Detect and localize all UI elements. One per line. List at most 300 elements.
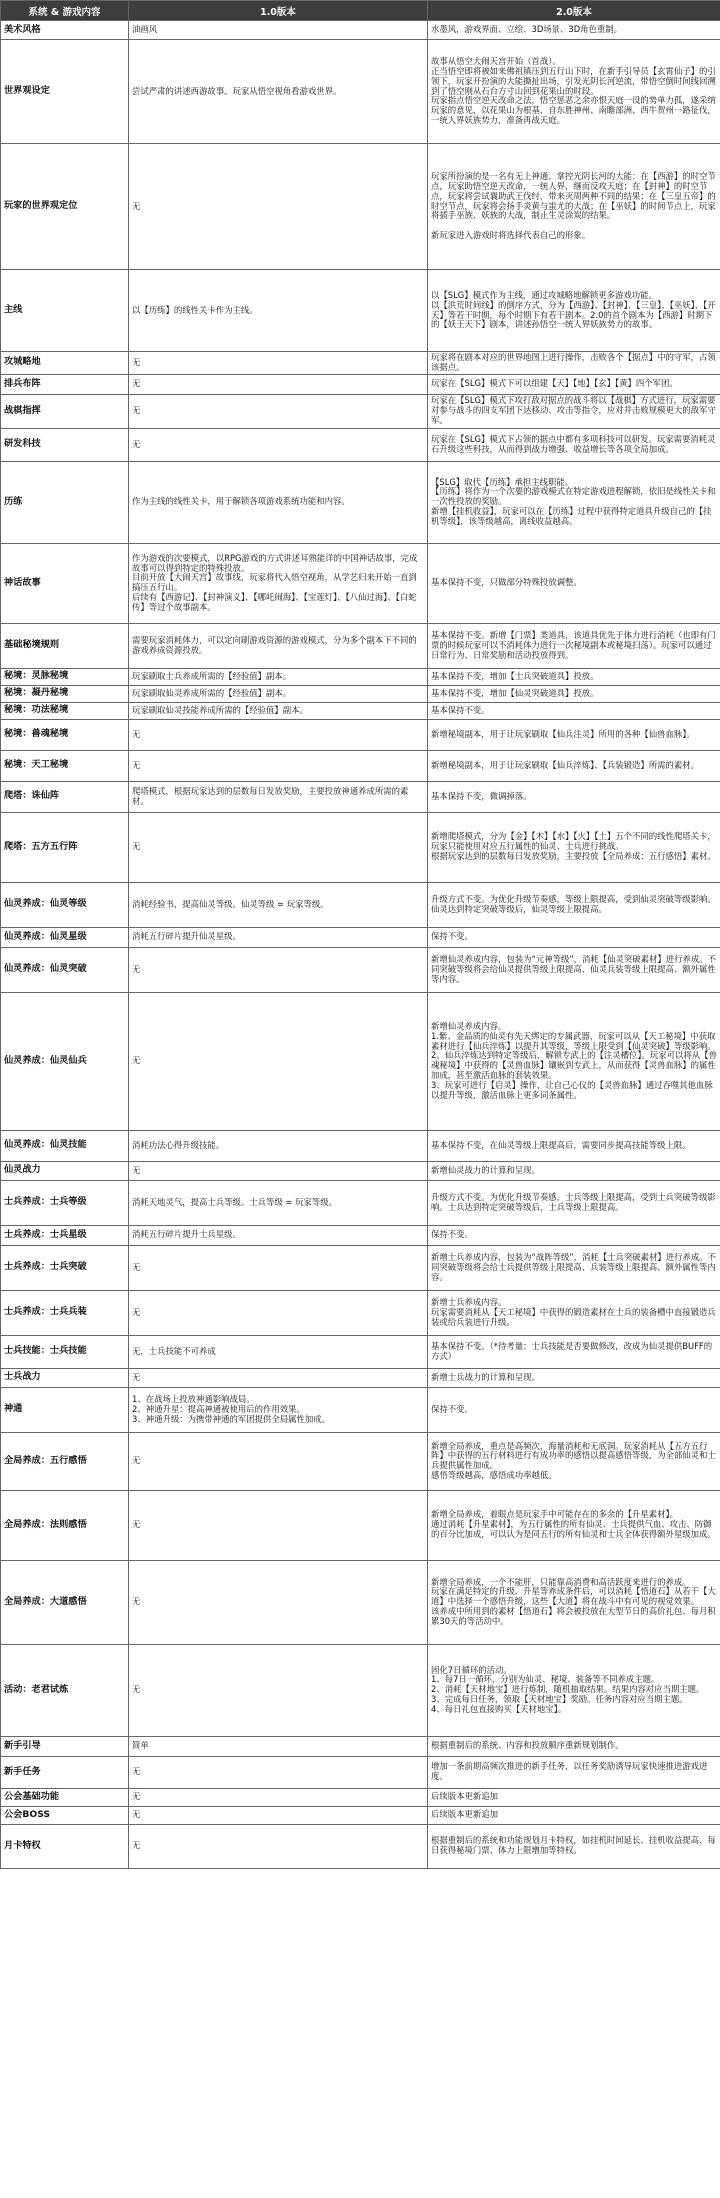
v2-cell	[428, 992, 720, 1130]
feature-cell	[1, 270, 129, 352]
cell-line: 需要玩家消耗体力，可以定向刷游戏资源的游戏模式，分为多个副本下不同的游戏养成资源投放。	[132, 634, 417, 655]
feature-cell	[1, 1788, 129, 1806]
cell-line: 士兵养成：士兵等级	[4, 1196, 87, 1208]
cell-line: 玩家的世界观定位	[4, 200, 78, 212]
table-row	[1, 1644, 720, 1736]
feature-cell	[1, 750, 129, 781]
v2-cell	[428, 352, 720, 375]
header-v2: 2.0版本	[428, 1, 720, 21]
table-row	[1, 1335, 720, 1368]
table-row	[1, 144, 720, 270]
cell-line: 新增全局养成，一个不能肝，只能靠高消费和高活跃度来进行的养成。	[431, 1576, 691, 1587]
v2-cell	[428, 927, 720, 947]
cell-line: 油画风	[132, 24, 158, 35]
cell-line: 基础秘境规则	[4, 639, 60, 651]
cell-line: 秘境：天工秘境	[4, 759, 69, 771]
feature-cell	[1, 1644, 129, 1736]
header-feature: 系统 & 游戏内容	[1, 1, 129, 21]
cell-line: 基本保持不变，增加【士兵突破道具】投放。	[431, 670, 599, 681]
v2-cell	[428, 1290, 720, 1335]
feature-cell	[1, 1806, 129, 1824]
v1-cell	[129, 702, 428, 719]
v2-cell	[428, 21, 720, 40]
table-row	[1, 461, 720, 543]
v1-cell	[129, 428, 428, 461]
cell-line: 无	[132, 405, 141, 416]
v1-cell	[129, 1432, 428, 1490]
v2-cell	[428, 394, 720, 428]
v1-cell	[129, 394, 428, 428]
cell-line: 新玩家进入游戏时将选择代表自己的形象。	[431, 230, 591, 241]
v2-cell	[428, 1130, 720, 1161]
feature-cell	[1, 927, 129, 947]
cell-line: 后续版本更新追加	[431, 1791, 498, 1802]
table-row	[1, 750, 720, 781]
feature-cell	[1, 623, 129, 668]
cell-line: 活动：老君试炼	[4, 1683, 69, 1695]
cell-line: 士兵技能：士兵技能	[4, 1345, 87, 1357]
cell-line: 新手任务	[4, 1765, 41, 1777]
cell-line: 水墨风，游戏界面、立绘、3D场景、3D角色重制。	[431, 24, 623, 35]
cell-line: 无	[132, 356, 141, 367]
v2-cell	[428, 1225, 720, 1245]
table-row	[1, 781, 720, 812]
cell-line: 以【SLG】模式作为主线，通过攻城略地解锁更多游戏功能。	[431, 289, 657, 300]
cell-line: 无	[132, 1455, 141, 1466]
cell-line: 无	[132, 1766, 141, 1777]
v2-cell	[428, 461, 720, 543]
cell-line: 1、每7日一循环，分别为仙灵、秘境、装备等不同养成主题。	[431, 1674, 660, 1685]
feature-cell	[1, 947, 129, 992]
feature-cell	[1, 352, 129, 375]
cell-line: 新增秘境副本，用于让玩家刷取【仙兵淬炼】、【兵装锻造】所需的素材。	[431, 759, 699, 770]
cell-line: 3、玩家可进行【启灵】操作，让自己心仪的【灵兽血脉】通过吞噬其他血脉以提升等级，激活血脉上更多词条属性。	[431, 1080, 713, 1101]
feature-cell	[1, 1432, 129, 1490]
cell-line: 简单	[132, 1740, 149, 1751]
cell-line: 月卡特权	[4, 1839, 41, 1851]
table-row	[1, 1290, 720, 1335]
v2-cell	[428, 1644, 720, 1736]
feature-cell	[1, 702, 129, 719]
feature-cell	[1, 1824, 129, 1868]
v2-cell	[428, 1432, 720, 1490]
cell-line: 3、神通升级：为携带神通的军团提供全局属性加成。	[132, 1413, 330, 1424]
cell-line: 无	[132, 1840, 141, 1851]
table-row	[1, 812, 720, 882]
feature-cell	[1, 428, 129, 461]
cell-line: 士兵养成：士兵兵装	[4, 1306, 87, 1318]
v2-cell	[428, 812, 720, 882]
v1-cell	[129, 1756, 428, 1788]
table-row	[1, 21, 720, 40]
cell-line: 新增全局养成，着眼点是玩家手中可能存在的多余的【升星素材】。	[431, 1509, 679, 1520]
cell-line: 玩家将在剧本对应的世界地图上进行操作，击败各个【据点】中的守军，占领该据点。	[431, 352, 716, 372]
cell-line: 玩家所扮演的是一名有无上神通、掌控光阴长河的大能：在【西游】的时空节点，玩家助悟空逆天改命，一统人界，继而反攻天庭；在【封神】的时空节点，玩家将尝试襄助武王伐纣，带来灭周两种不同的结果；在【三皇五帝】的时空节点，玩家将会扬手炎黄与蚩尤的大战；在【巫妖】的时间节点上，玩家将插手巫族、妖族的大战，制止生灵涂炭的结果。	[431, 170, 716, 221]
table-row	[1, 1560, 720, 1644]
table-row	[1, 947, 720, 992]
cell-line: 公会基础功能	[4, 1790, 60, 1802]
cell-line: 作为游戏的次要模式，以RPG游戏的方式讲述耳熟能详的中国神话故事，完成故事可以得到特定的特殊投放。	[132, 552, 418, 573]
cell-line: 秘境：凝丹秘境	[4, 687, 69, 699]
cell-line: 爬塔模式，根据玩家达到的层数每日发放奖励，主要投放神通养成所需的素材。	[132, 785, 409, 806]
cell-line: 基本保持不变，微调掉落。	[431, 790, 532, 801]
cell-line: 攻城略地	[4, 356, 41, 368]
v1-cell	[129, 1387, 428, 1432]
cell-line: 2、消耗【天材地宝】进行炼制，随机抽取结果。结果内容对应当期主题。	[431, 1684, 705, 1695]
cell-line: 固化7日循环的活动。	[431, 1664, 512, 1675]
table-row	[1, 1824, 720, 1868]
cell-line: 排兵布阵	[4, 377, 41, 389]
cell-line: 新增仙灵战力的计算和呈现。	[431, 1164, 540, 1175]
v2-cell	[428, 623, 720, 668]
table-row	[1, 668, 720, 685]
cell-line: 士兵养成：士兵突破	[4, 1261, 87, 1273]
table-row	[1, 702, 720, 719]
cell-line: 主线	[4, 304, 23, 316]
cell-line: 秘境：功法秘境	[4, 704, 69, 716]
v2-cell	[428, 1806, 720, 1824]
cell-line: 4、每日礼包直接购买【天材地宝】。	[431, 1704, 567, 1715]
v2-cell	[428, 719, 720, 750]
cell-line: 该养成中所用到的素材【悟道石】将会被投放在大型节日的高价礼包、每月积累30天的等活动中。	[431, 1606, 716, 1627]
cell-line: 基本保持不变，在仙灵等级上限提高后，需要同步提高技能等级上限。	[431, 1139, 691, 1150]
table-body	[1, 21, 720, 1869]
v1-cell	[129, 992, 428, 1130]
v1-cell	[129, 1736, 428, 1756]
v2-cell	[428, 1824, 720, 1868]
cell-line: 消耗五行碎片提升仙灵星级。	[132, 931, 241, 942]
table-row	[1, 1387, 720, 1432]
v2-cell	[428, 685, 720, 702]
v1-cell	[129, 623, 428, 668]
v2-cell	[428, 374, 720, 394]
v1-cell	[129, 719, 428, 750]
feature-cell	[1, 374, 129, 394]
cell-line: 无	[132, 1519, 141, 1530]
v1-cell	[129, 461, 428, 543]
cell-line: 无	[132, 1306, 141, 1317]
table-row	[1, 927, 720, 947]
cell-line: 仙灵养成：仙灵突破	[4, 963, 87, 975]
table-row	[1, 1161, 720, 1180]
cell-line: 保持不变。	[431, 931, 473, 942]
cell-line: 基本保持不变。新增【门票】类道具，该道具优先于体力进行消耗（也即有门票的时候玩家可以不消耗体力进行一次秘境副本或秘境扫荡）。玩家可以通过日常行为、日常奖励和活动投放得到。	[431, 629, 716, 660]
feature-cell	[1, 40, 129, 144]
cell-line: 根据玩家达到的层数每日发放奖励，主要投放【全局养成：五行感悟】素材。	[431, 851, 716, 862]
cell-line: 新增爬塔模式，分为【金】【木】【水】【火】【土】五个不同的线性爬塔关卡，玩家只能使用对应五行属性的仙灵、士兵进行挑战。	[431, 831, 716, 852]
cell-line: 1.紫、金品质的仙灵有先天绑定的专属武器，玩家可以从【天工秘境】中获取素材进行【仙兵淬炼】以提升其等级，等级上限受到【仙灵突破】等级影响。	[431, 1030, 716, 1051]
cell-line: 无	[132, 200, 141, 211]
feature-cell	[1, 1180, 129, 1225]
cell-line: 【历练】将作为一个次要的游戏模式在特定游戏进程解锁，依旧是线性关卡和一次性投放的奖励。	[431, 486, 716, 507]
cell-line: 保持不变。	[431, 1403, 473, 1414]
cell-line: 神通	[4, 1403, 23, 1415]
cell-line: 新手引导	[4, 1739, 41, 1751]
table-row	[1, 1432, 720, 1490]
feature-cell	[1, 21, 129, 40]
cell-line: 消耗功法心得升级技能。	[132, 1139, 225, 1150]
v2-cell	[428, 1335, 720, 1368]
cell-line: 升级方式不变。为优化升级节奏感，士兵等级上限提高，受到士兵突破等级影响。士兵达到特定突破等级后，士兵等级上限提高。	[431, 1191, 716, 1212]
cell-line: 1、在战场上投放神通影响战局。	[132, 1393, 255, 1404]
v2-cell	[428, 1736, 720, 1756]
cell-line: 仙灵养成：仙灵星级	[4, 930, 87, 942]
cell-line: 保持不变。	[431, 1229, 473, 1240]
cell-line: 2、神通升星：提高神通被使用后的作用效果。	[132, 1403, 305, 1414]
feature-cell	[1, 882, 129, 927]
feature-cell	[1, 144, 129, 270]
v1-cell	[129, 144, 428, 270]
v1-cell	[129, 947, 428, 992]
v1-cell	[129, 1225, 428, 1245]
cell-line: 正当悟空即将被如来佛祖镇压到五行山下时，在新手引导员【玄霄仙子】的引领下，玩家开扮演的大能撕扯出场，引发光阴长河逆流，带悟空倒时间线回溯到了悟空刚从石台方寸山回到花果山的时段。	[431, 65, 716, 96]
v1-cell	[129, 1245, 428, 1290]
feature-cell	[1, 719, 129, 750]
cell-line: 全局养成：大道感悟	[4, 1595, 87, 1607]
cell-line: 消耗五行碎片提升士兵星级。	[132, 1229, 241, 1240]
table-row	[1, 1368, 720, 1387]
cell-line: 故事从悟空大闹天宫开始（首战）。	[431, 55, 561, 66]
table-row	[1, 1245, 720, 1290]
cell-line: 研发科技	[4, 438, 41, 450]
cell-line: 玩家在【SLG】模式下可以组建【天】【地】【玄】【黄】四个军团。	[431, 378, 678, 389]
cell-line: 仙灵战力	[4, 1164, 41, 1176]
cell-line: 目前开放【大闹天宫】故事线，玩家将代入悟空视角，从学艺归来开始一直到搞压五行山。	[132, 572, 417, 593]
cell-line: 神话故事	[4, 576, 41, 588]
v1-cell	[129, 1335, 428, 1368]
cell-line: 感悟等级越高，感悟成功率越低。	[431, 1470, 557, 1481]
v2-cell	[428, 702, 720, 719]
cell-line: 无	[132, 1164, 141, 1175]
header-v1: 1.0版本	[129, 1, 428, 21]
v2-cell	[428, 781, 720, 812]
table-row	[1, 543, 720, 623]
table-row	[1, 623, 720, 668]
cell-line: 仙灵养成：仙灵等级	[4, 898, 87, 910]
cell-line: 尝试严肃的讲述西游故事。玩家从悟空视角看游戏世界。	[132, 85, 342, 96]
v1-cell	[129, 1368, 428, 1387]
table-row	[1, 685, 720, 702]
v2-cell	[428, 144, 720, 270]
table-row	[1, 270, 720, 352]
cell-line: 3、完成每日任务，领取【天材地宝】奖励。任务内容对应当期主题。	[431, 1694, 688, 1705]
cell-line: 玩家刷取士兵养成所需的【经验值】副本。	[132, 670, 292, 681]
v1-cell	[129, 750, 428, 781]
table-row	[1, 992, 720, 1130]
cell-line: 公会BOSS	[4, 1808, 51, 1820]
feature-cell	[1, 1736, 129, 1756]
v2-cell	[428, 1161, 720, 1180]
cell-line: 新增秘境副本，用于让玩家刷取【仙兵注灵】所用的各种【仙兽血脉】。	[431, 728, 695, 739]
cell-line: 世界观设定	[4, 85, 50, 97]
v2-cell	[428, 543, 720, 623]
feature-cell	[1, 685, 129, 702]
v2-cell	[428, 270, 720, 352]
v1-cell	[129, 270, 428, 352]
v1-cell	[129, 1644, 428, 1736]
v1-cell	[129, 352, 428, 375]
cell-line: 2、仙兵淬炼达到特定等级后，解锁专武上的【注灵槽位】。玩家可以将从【兽魂秘境】中获得的【灵兽血脉】镶嵌到专武上，从而获得【灵兽血脉】的属性加成，甚至激活血脉的套装效果。	[431, 1050, 717, 1081]
cell-line: 无	[132, 1791, 141, 1802]
cell-line: 无	[132, 759, 141, 770]
v2-cell	[428, 1490, 720, 1560]
v2-cell	[428, 668, 720, 685]
v1-cell	[129, 1130, 428, 1161]
v2-cell	[428, 1180, 720, 1225]
cell-line: 美术风格	[4, 23, 41, 35]
table-row	[1, 719, 720, 750]
cell-line: 士兵养成：士兵星级	[4, 1228, 87, 1240]
cell-line: 玩家在【SLG】模式下占领的据点中都有多项科技可以研发。玩家需要消耗灵石升级这些科技，从而得到战力增强、收益增长等各项全局加成。	[431, 433, 716, 454]
cell-line: 无	[132, 841, 141, 852]
feature-cell	[1, 1130, 129, 1161]
feature-cell	[1, 668, 129, 685]
cell-line: 无	[132, 438, 141, 449]
v2-cell	[428, 1387, 720, 1432]
feature-cell	[1, 1560, 129, 1644]
table-row	[1, 428, 720, 461]
feature-cell	[1, 1387, 129, 1432]
v1-cell	[129, 781, 428, 812]
cell-line: 仙灵养成：仙灵技能	[4, 1139, 87, 1151]
cell-line: 无	[132, 1809, 141, 1820]
table-row	[1, 1130, 720, 1161]
v1-cell	[129, 1824, 428, 1868]
feature-cell	[1, 1225, 129, 1245]
cell-line: 基本保持不变。	[431, 704, 490, 715]
cell-line: 无	[132, 963, 141, 974]
cell-line: 秘境：兽魂秘境	[4, 728, 69, 740]
v2-cell	[428, 1788, 720, 1806]
cell-line: 无	[132, 1371, 141, 1382]
cell-line: 全局养成：法则感悟	[4, 1518, 87, 1530]
v1-cell	[129, 1560, 428, 1644]
cell-line: 仙灵养成：仙灵仙兵	[4, 1054, 87, 1066]
v2-cell	[428, 882, 720, 927]
v1-cell	[129, 21, 428, 40]
cell-line: 新增士兵养成内容。	[431, 1296, 507, 1307]
cell-line: 根据重制后的系统和功能规划月卡特权，如挂机时间延长、挂机收益提高、每日获得秘境门票、体力上限增加等特权。	[431, 1835, 716, 1856]
cell-line: 新增士兵养成内容，包装为“战阵等级”，消耗【士兵突破素材】进行养成。不同突破等级将会给士兵提供等级上限提高、兵装等级上限提高、额外属性等内容。	[431, 1251, 717, 1282]
feature-cell	[1, 1490, 129, 1560]
cell-line: 无	[132, 1261, 141, 1272]
v1-cell	[129, 1788, 428, 1806]
cell-line: 增加一条前期高频次推进的新手任务，以任务奖励诱导玩家快速推进游戏进度。	[431, 1761, 708, 1782]
table-row	[1, 1736, 720, 1756]
cell-line: 新增士兵战力的计算和呈现。	[431, 1371, 540, 1382]
cell-line: 消耗天地灵气，提高士兵等级。士兵等级 = 玩家等级。	[132, 1196, 337, 1207]
cell-line: 玩家刷取仙灵技能养成所需的【经验值】副本。	[132, 704, 308, 715]
table-row	[1, 1756, 720, 1788]
cell-line: 后续版本更新追加	[431, 1809, 498, 1820]
cell-line: 作为主线的线性关卡，用于解锁各项游戏系统功能和内容。	[132, 496, 350, 507]
v1-cell	[129, 927, 428, 947]
feature-cell	[1, 781, 129, 812]
feature-cell	[1, 1245, 129, 1290]
v1-cell	[129, 812, 428, 882]
cell-line: 消耗经验书，提高仙灵等级。仙灵等级 = 玩家等级。	[132, 898, 329, 909]
table-row	[1, 1788, 720, 1806]
feature-cell	[1, 394, 129, 428]
cell-line: 升级方式不变。为优化升级节奏感，等级上限提高，受到仙灵突破等级影响。仙灵达到特定突破等级后，仙灵等级上限提高。	[431, 893, 716, 914]
cell-line: 无	[132, 1684, 141, 1695]
cell-line: 根据重制后的系统、内容和投放顺序重新规划制作。	[431, 1740, 624, 1751]
cell-line: 无	[132, 1055, 141, 1066]
cell-line: 玩家在满足特定的升级、升星等养成条件后，可以消耗【悟道石】从若干【大道】中选择一个感悟升级，这些【大道】将在战斗中有可见的视觉效果。	[431, 1586, 716, 1607]
cell-line: 新增仙灵养成内容，包装为“元神等级”，消耗【仙灵突破素材】进行养成。不同突破等级将会给仙灵提供等级上限提高、仙灵兵装等级上限提高、额外属性等内容。	[431, 953, 717, 984]
cell-line: 无，士兵技能不可养成	[132, 1345, 216, 1356]
cell-line: 玩家在【SLG】模式下攻打敌对据点的战斗将以【战棋】方式进行，玩家需要对参与战斗的四支军团下达移动、攻击等指令，应对并击败规模更大的敌军守军。	[431, 395, 716, 426]
cell-line: 全局养成：五行感悟	[4, 1454, 87, 1466]
cell-line: 爬塔：五方五行阵	[4, 840, 78, 852]
v1-cell	[129, 882, 428, 927]
table-row	[1, 1490, 720, 1560]
feature-cell	[1, 461, 129, 543]
v1-cell	[129, 1806, 428, 1824]
cell-line: 玩家指点悟空逆天改命之法，悟空惩恶之余亦恨天庭一设的势单力孤，遂采纳玩家的意见，以花果山为根基，自东胜神州、南瞻部洲、西牛贺州一路征伐，一统人界妖族势力，准备再战天庭。	[431, 95, 716, 126]
cell-line: 后续有【西游记】、【封神演义】、【哪吒闹海】、【宝莲灯】、【八仙过海】、【白蛇传】等过个故事副本。	[132, 592, 417, 613]
cell-line: 无	[132, 728, 141, 739]
table-row	[1, 1180, 720, 1225]
v2-cell	[428, 1368, 720, 1387]
cell-line: 以【洪荒时间线】的倒序方式，分为【西游】、【封神】、【三皇】、【巫妖】、【开天】等若干时期，每个时期下有若干剧本。2.0的首个剧本为【西游】时期下的【妖王天下】剧本，讲述孙悟空一统人界妖族势力的故事。	[431, 299, 716, 330]
cell-line: 历练	[4, 495, 23, 507]
v1-cell	[129, 668, 428, 685]
table-row	[1, 374, 720, 394]
v2-cell	[428, 1756, 720, 1788]
cell-line: 基本保持不变，只做部分特殊投放调整。	[431, 577, 582, 588]
feature-cell	[1, 1368, 129, 1387]
cell-line: 秘境：灵脉秘境	[4, 670, 69, 682]
cell-line: 基本保持不变。（*待考量：士兵技能是否要做修改，改成为仙灵提供BUFF的方式）	[431, 1340, 713, 1361]
cell-line: 无	[132, 1596, 141, 1607]
v2-cell	[428, 40, 720, 144]
v1-cell	[129, 1180, 428, 1225]
v1-cell	[129, 1490, 428, 1560]
v1-cell	[129, 40, 428, 144]
cell-line: 士兵战力	[4, 1371, 41, 1383]
feature-cell	[1, 1335, 129, 1368]
cell-line: 新增【挂机收益】，玩家可以在【历练】过程中获得特定道具升级自己的【挂机等级】，该等级越高，离线收益越高。	[431, 506, 712, 527]
feature-cell	[1, 812, 129, 882]
v1-cell	[129, 543, 428, 623]
cell-line: 以【历练】的线性关卡作为主线。	[132, 304, 258, 315]
table-row	[1, 882, 720, 927]
cell-line: 【SLG】取代【历练】承担主线职能。	[431, 476, 574, 487]
table-row	[1, 394, 720, 428]
cell-line: 新增仙灵养成内容。	[431, 1020, 507, 1031]
feature-cell	[1, 992, 129, 1130]
v1-cell	[129, 1161, 428, 1180]
cell-line: 无	[132, 378, 141, 389]
feature-cell	[1, 1756, 129, 1788]
v2-cell	[428, 1560, 720, 1644]
cell-line: 基本保持不变，增加【仙灵突破道具】投放。	[431, 687, 599, 698]
feature-cell	[1, 1161, 129, 1180]
v1-cell	[129, 685, 428, 702]
v2-cell	[428, 947, 720, 992]
table-row	[1, 352, 720, 375]
v1-cell	[129, 374, 428, 394]
cell-line: 通过消耗【升星素材】，为五行属性的所有仙灵、士兵提供气血、攻击、防御的百分比加成，可以认为是同五行的所有仙灵和士兵全体获得额外星级加成。	[431, 1519, 716, 1540]
v1-cell	[129, 1290, 428, 1335]
cell-line: 玩家需要消耗从【天工秘境】中获得的锻造素材在士兵的装备槽中直接锻造兵装或给兵装进行升级。	[431, 1306, 716, 1327]
v2-cell	[428, 428, 720, 461]
v2-cell	[428, 750, 720, 781]
table-row	[1, 1806, 720, 1824]
v2-cell	[428, 1245, 720, 1290]
feature-cell	[1, 543, 129, 623]
